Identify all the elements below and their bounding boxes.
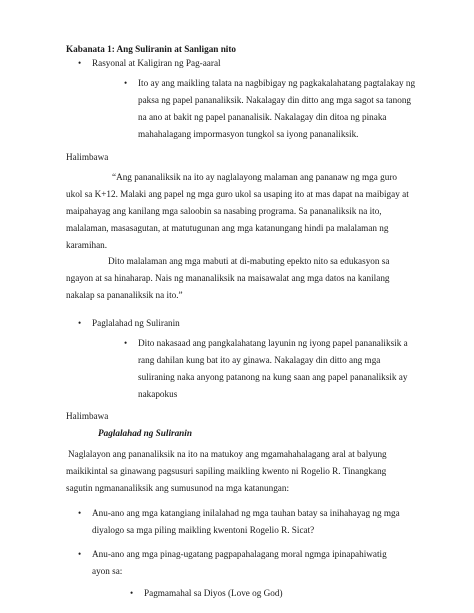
example-paragraph-line: malalaman, masasagutan, at matutugunan ang mga katanungang hindi pa malalaman ng — [66, 223, 389, 233]
example-paragraph-line: maikikintal sa ginawang pagsusuri sapiling maikling kwento ni Rogelio R. Tinangkang — [66, 466, 387, 476]
question-line: Anu-ano ang mga pinag-ugatang pagpapahalagang moral ngmga ipinapahiwatig — [92, 549, 387, 559]
sub-question-item: Pagmamahal sa Diyos (Love og God) — [144, 588, 283, 598]
bullet-icon: • — [78, 58, 82, 68]
halimbawa-label: Halimbawa — [66, 411, 109, 421]
rasyonal-line: paksa ng papel pananaliksik. Nakalagay din ditto ang mga sagot sa tanong — [138, 95, 412, 105]
paglalahad-line: rang dahilan kung bat ito ay ginawa. Nakalagay din ditto ang mga — [138, 355, 381, 365]
bullet-icon: • — [124, 338, 128, 348]
paglalahad-line: Dito nakasaad ang pangkalahatang layunin ng iyong papel pananaliksik a — [138, 338, 408, 348]
example-paragraph-line: Naglalayon ang pananaliksik na ito na matukoy ang mgamahahalagang aral at balyung — [68, 449, 387, 459]
rasyonal-line: Ito ay ang maikling talata na nagbibigay ng pagkakalahatang pagtalakay ng — [138, 78, 416, 88]
bullet-icon: • — [78, 549, 82, 559]
bullet-icon: • — [78, 318, 82, 328]
example-paragraph-line: karamihan. — [66, 240, 108, 250]
halimbawa-label: Halimbawa — [66, 152, 109, 162]
example-paragraph-line: nakalap sa pananaliksik na ito.” — [66, 290, 183, 300]
question-line: diyalogo sa mga piling maikling kwentoni Rogelio R. Sicat? — [92, 525, 315, 535]
example-paragraph-line: ngayon at sa hinaharap. Nais ng mananaliksik na maisawalat ang mga datos na kanilang — [66, 273, 390, 283]
rasyonal-line: na ano at bakit ng papel pananalisik. Nakalagay din ditoa ng pinaka — [138, 112, 387, 122]
paglalahad-line: nakapokus — [138, 389, 178, 399]
example-paragraph-line: maipahayag ang kanilang mga saloobin sa nasabing programa. Sa pananaliksik na ito, — [66, 206, 382, 216]
bullet-icon: • — [78, 508, 82, 518]
example-subtitle: Paglalahad ng Suliranin — [98, 428, 192, 438]
example-paragraph-line: sagutin ngmananaliksik ang sumusunod na mga katanungan: — [66, 483, 290, 493]
section-paglalahad-title: Paglalahad ng Suliranin — [92, 318, 180, 328]
chapter-heading: Kabanata 1: Ang Suliranin at Sanligan nito — [66, 44, 237, 54]
question-line: Anu-ano ang mga katangiang inilalahad ng mga tauhan batay sa inihahayag ng mga — [92, 508, 400, 518]
bullet-icon: • — [130, 588, 134, 598]
rasyonal-line: mahahalagang impormasyon tungkol sa iyong pananaliksik. — [138, 129, 359, 139]
example-paragraph-line: ukol sa K+12. Malaki ang papel ng mga guro ukol sa usaping ito at mas dapat na maibigay at — [66, 189, 409, 199]
example-paragraph-line: Dito malalaman ang mga mabuti at di-mabuting epekto nito sa edukasyon sa — [108, 256, 390, 266]
question-line: ayon sa: — [92, 566, 123, 576]
example-paragraph-line: “Ang pananaliksik na ito ay naglalayong malaman ang pananaw ng mga guro — [112, 172, 397, 182]
paglalahad-line: suliraning naka anyong patanong na kung saan ang papel pananaliksik ay — [138, 372, 408, 382]
bullet-icon: • — [124, 78, 128, 88]
section-rasyonal-title: Rasyonal at Kaligiran ng Pag-aaral — [92, 58, 221, 68]
